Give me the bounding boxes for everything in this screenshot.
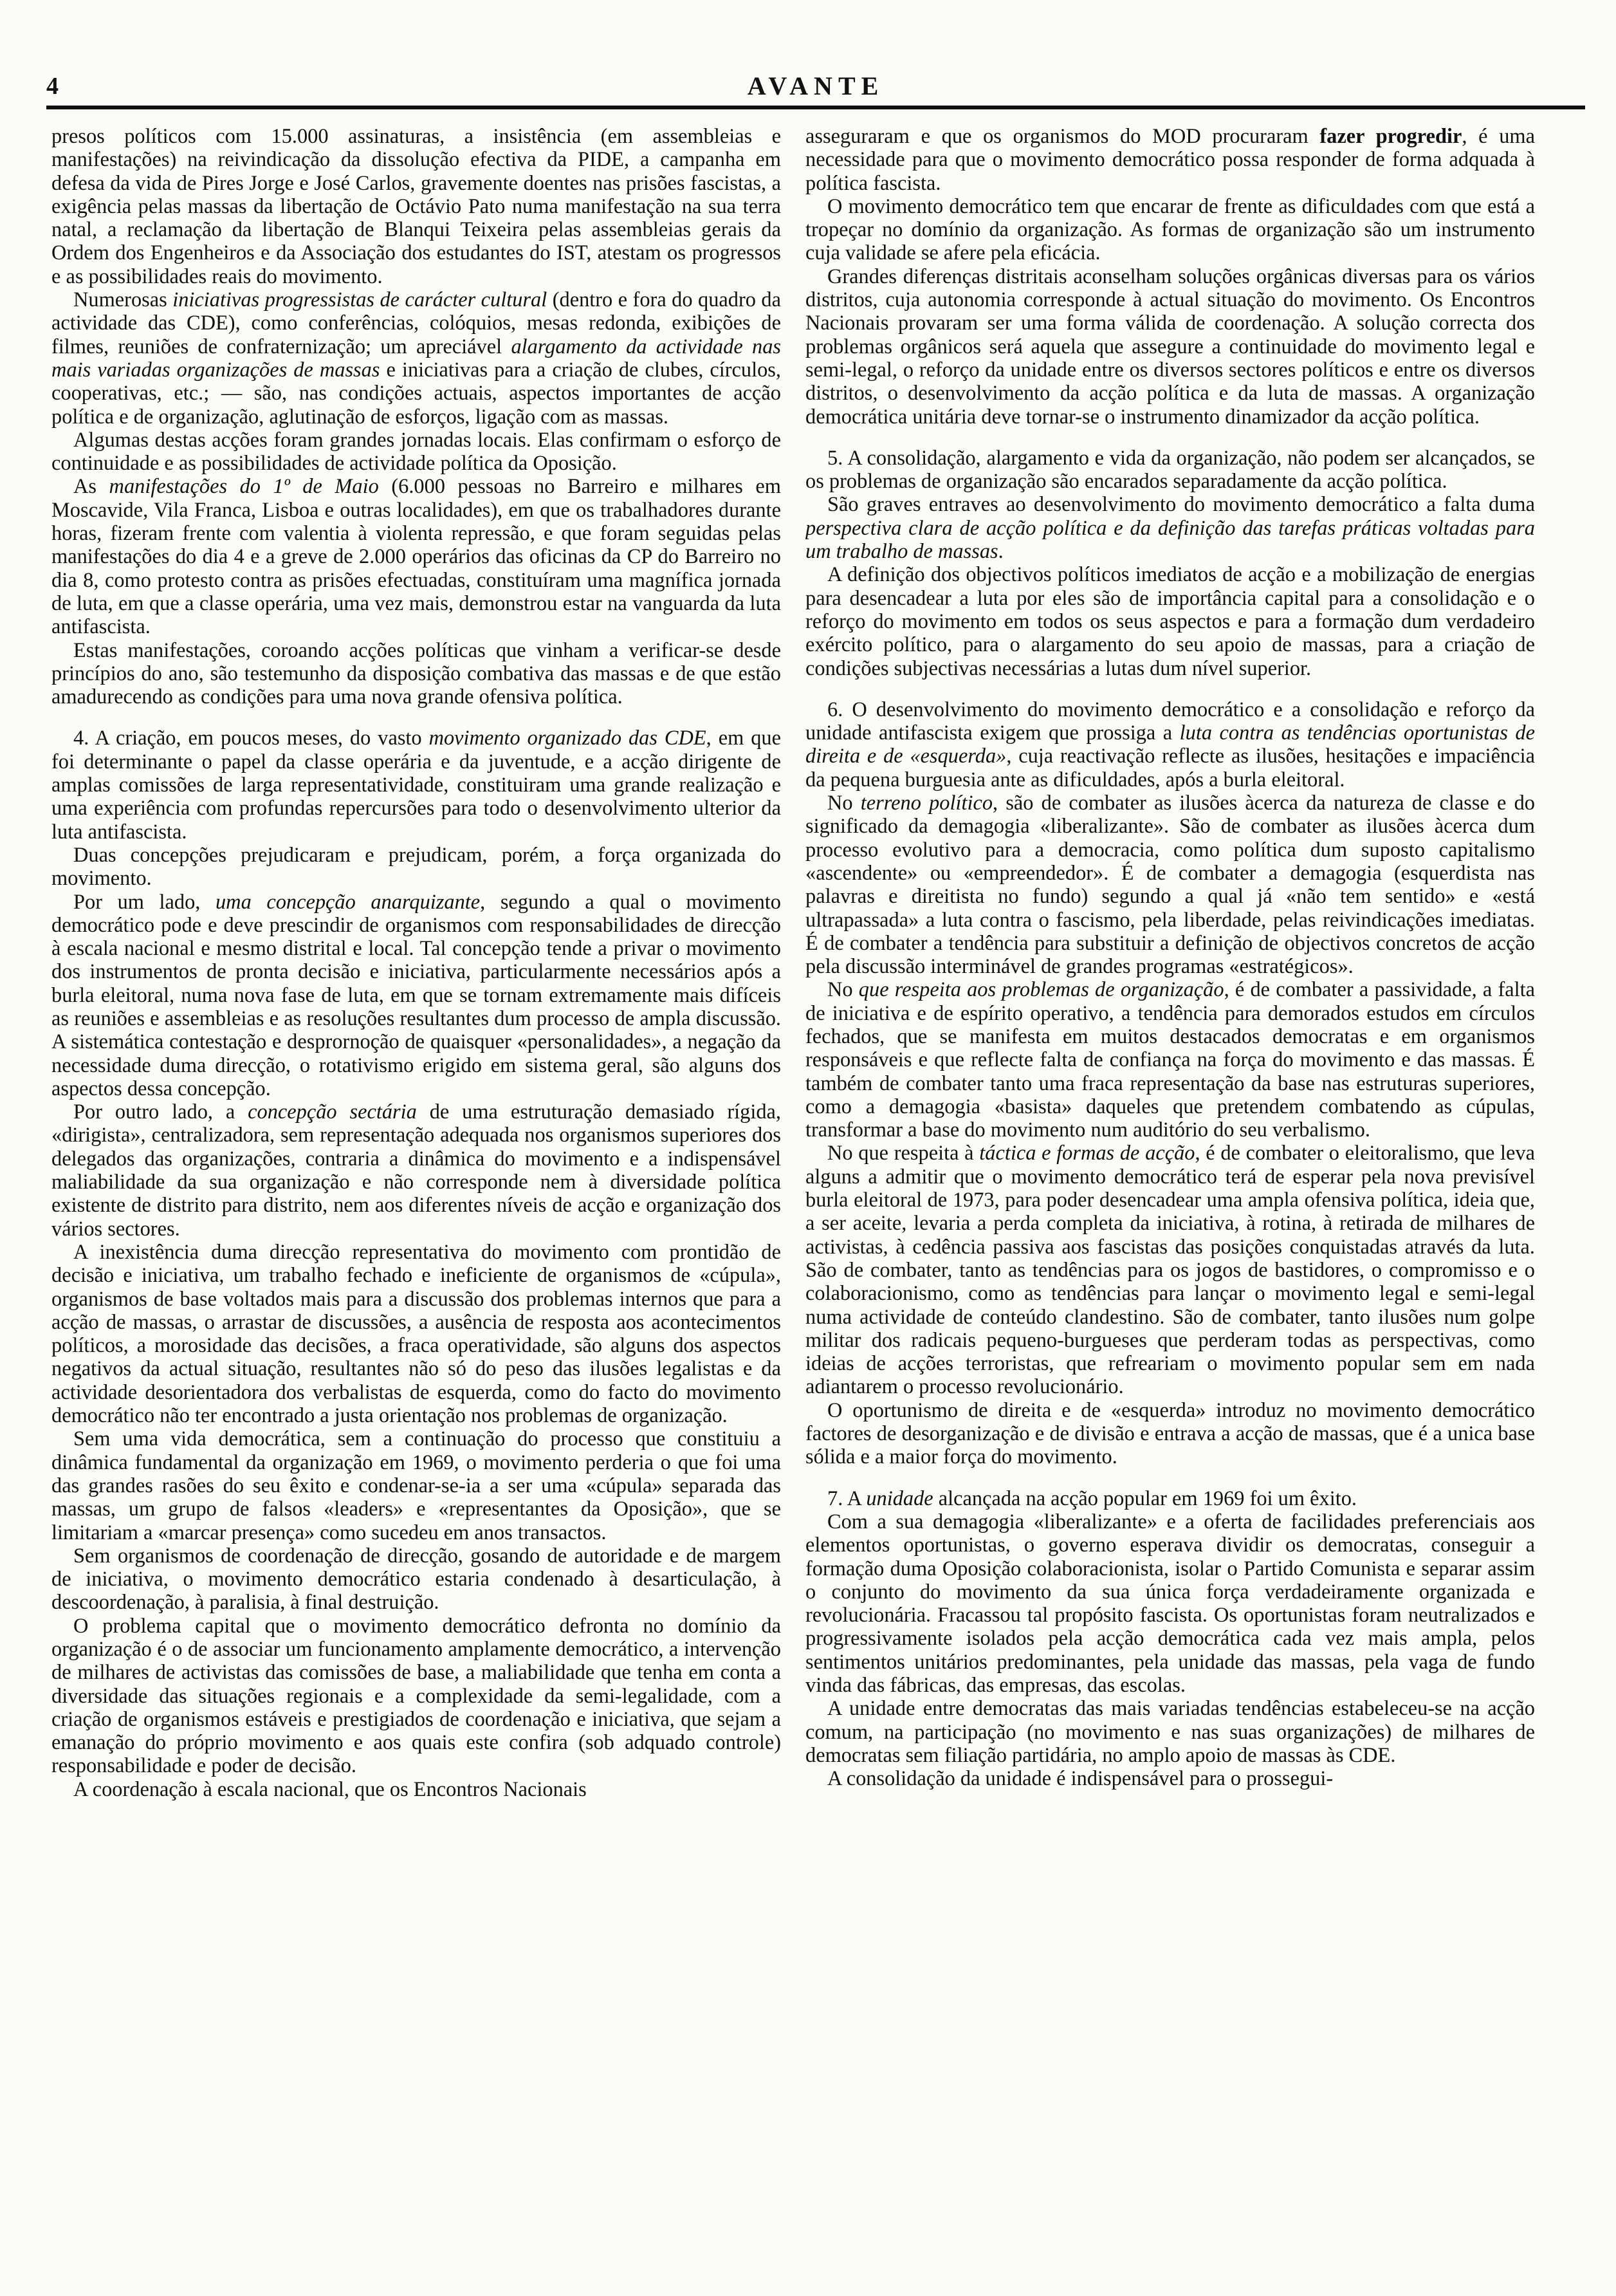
paragraph-text: e iniciativas para a criação de clubes, círculos, cooperativas, etc.; — são, nas condições actuais, aspectos importantes de acção política e de organização, aglutinação de esforços, ligação com as massas. xyxy=(51,358,781,429)
paragraph: O oportunismo de direita e de «esquerda» introduz no movimento democrático factores de desorganização e de divisão e entrava a acção de massas, que é a unica base sólida e a maior força do movimento. xyxy=(805,1398,1535,1469)
paragraph xyxy=(805,978,1535,1142)
section-gap xyxy=(805,1469,1535,1487)
paragraph: Algumas destas acções foram grandes jornadas locais. Elas confirmam o esforço de continuidade e as possibilidades de actividade política da Oposição. xyxy=(51,428,781,476)
paragraph-text: , é de combater o eleitoralismo, que leva alguns a admitir que o movimento democrático terá de esperar pela nova previsível burla eleitoral de 1973, para poder desencadear uma ampla ofensiva política, ideia que, a ser aceite, levaria a perda completa da iniciativa, à rotina, à retirada de milhares de activistas, à cedência passiva aos fascistas das posições conquistadas através da luta. São de combater, tanto as tendências para os jogos de bastidores, o compromisso e o colaboracionismo, como as tendências para lançar o movimento legal e semi-legal numa actividade de conteúdo clandestino. São de combater, tanto ilusões num golpe militar dos radicais pequeno-burgueses que perderam todas as perspectivas, como ideias de acções terroristas, que refreariam o movimento popular sem em nada adiantarem o processo revolucionário. xyxy=(805,1142,1535,1399)
paragraph: A definição dos objectivos políticos imediatos de acção e a mobilização de energias para desencadear a luta por eles são de importância capital para a consolidação e o reforço do movimento em todos os seus aspectos e para a formação dum verdadeiro exército político, para o alargamento do seu apoio de massas, para a criação de condições subjectivas necessárias a lutas dum nível superior. xyxy=(805,563,1535,680)
paragraph-emphasis: uma concepção anarquizante xyxy=(215,890,481,914)
paragraph xyxy=(805,792,1535,978)
paragraph: Sem organismos de coordenação de direcção, gosando de autoridade e de margem de iniciativa, o movimento democrático estaria condenado à desarticulação, à descoordenação, à paralisia, à final destruição. xyxy=(51,1544,781,1615)
paragraph-text: Por um lado, xyxy=(73,890,216,914)
paragraph: Com a sua demagogia «liberalizante» e a oferta de facilidades preferenciais aos elementos oportunistas, o governo esperava dividir os democratas, conseguir a formação duma Oposição colaboracionista, isolar o Partido Comunista e separar assim o conjunto do movimento da sua única força verdadeiramente organizada e revolucionária. Fracassou tal propósito fascista. Os oportunistas foram neutralizados e progressivamente isolados pela acção democrática cada vez mais ampla, pelos sentimentos unitários predominantes, pela unidade das massas, pela vaga de fundo vinda das fábricas, das empresas, das escolas. xyxy=(805,1510,1535,1697)
page-number: 4 xyxy=(46,73,59,100)
section-gap xyxy=(805,680,1535,698)
paragraph xyxy=(51,891,781,1101)
paragraph: A unidade entre democratas das mais variadas tendências estabeleceu-se na acção comum, na participação (no movimento e nas suas organizações) de milhares de democratas sem filiação partidária, no amplo apoio de massas às CDE. xyxy=(805,1697,1535,1767)
paragraph-emphasis: manifestações do 1º de Maio xyxy=(109,475,379,499)
paragraph-emphasis: luta contra as tendências oportunistas de direita e de «esquerda» xyxy=(805,721,1535,768)
paragraph-emphasis: movimento organizado das CDE xyxy=(428,727,706,750)
paragraph-text: alcançada na acção popular em 1969 foi um êxito. xyxy=(933,1486,1357,1510)
paragraph-text: , são de combater as ilusões àcerca da natureza de classe e do significado da demagogia «liberalizante». São de combater as ilusões àcerca dum processo evolutivo para a democracia, como política dum suposto capitalismo «ascendente» ou «empreendedor». É de combater a demagogia (esquerdista nas palavras e direitista no fundo) segundo a qual já «não tem sentido» e «está ultrapassada» a luta contra o fascismo, pela liberdade, pelas reivindicações imediatas. É de combater a tendência para substituir a definição de objectivos concretos de acção pela discussão interminável de grandes programas «estratégicos». xyxy=(805,792,1535,979)
paragraph: Duas concepções prejudicaram e prejudicam, porém, a força organizada do movimento. xyxy=(51,843,781,891)
paragraph: presos políticos com 15.000 assinaturas, a insistência (em assembleias e manifestações) na reivindicação da dissolução efectiva da PIDE, a campanha em defesa da vida de Pires Jorge e José Carlos, gravemente doentes nas prisões fascistas, a exigência pelas massas da libertação de Octávio Pato numa manifestação na sua terra natal, a reclamação da libertação de Blanqui Teixeira pelas assembleias gerais da Ordem dos Engenheiros e da Associação dos estudantes do IST, atestam os progressos e as possibilidades reais do movimento. xyxy=(51,125,781,288)
section-gap xyxy=(805,429,1535,447)
paragraph-text: . xyxy=(998,540,1004,564)
paragraph-text: , segundo a qual o movimento democrático pode e deve prescindir de organismos com responsabilidades de direcção à escala nacional e mesmo distrital e local. Tal concepção tende a privar o movimento dos instrumentos de pronta decisão e iniciativa, particularmente necessários após a burla eleitoral, numa nova fase de luta, em que se tornam extremamente mais difíceis as reuniões e assembleias e as resoluções resultantes dum processo de ampla discussão. A sistemática contestação e desprornoção de quaisquer «personalidades», a negação da necessidade duma direcção, o rotativismo erigido em sistema geral, são alguns dos aspectos dessa concepção. xyxy=(51,890,781,1100)
paragraph-emphasis: táctica e formas de acção xyxy=(979,1142,1195,1165)
newspaper-title: AVANTE xyxy=(747,71,885,100)
paragraph xyxy=(805,1142,1535,1398)
paragraph: Sem uma vida democrática, sem a continuação do processo que constituiu a dinâmica fundamental da organização em 1969, o movimento perderia o que foi uma das grandes rasões do seu êxito e condenar-se-ia a ser uma «cúpula» separada das massas, um grupo de falsos «leaders» e «representantes da Oposição», que se limitariam a «marcar presença» como sucedeu em anos transactos. xyxy=(51,1427,781,1544)
paragraph-text: asseguraram e que os organismos do MOD procuraram xyxy=(805,125,1320,148)
paragraph xyxy=(51,475,781,638)
paragraph-emphasis: perspectiva clara de acção política e da definição das tarefas práticas voltadas para um trabalho de massas xyxy=(805,516,1535,564)
paragraph-text: Numerosas xyxy=(73,288,173,312)
paragraph-strong: fazer progredir xyxy=(1319,125,1462,148)
header-rule xyxy=(46,106,1585,109)
paragraph: A inexistência duma direcção representativa do movimento com prontidão de decisão e iniciativa, um trabalho fechado e ineficiente de organismos de «cúpula», organismos de base voltados mais para a discussão dos problemas internos que para a acção de massas, o arrastar de discussões, a ausência de resposta aos acontecimentos políticos, a morosidade das decisões, a fraca operatividade, são alguns dos aspectos negativos da actual situação, resultantes não só do peso das ilusões legalistas e da actividade desorientadora dos verbalistas de esquerda, como do facto do movimento democrático não ter encontrado a justa orientação nos problemas de organização. xyxy=(51,1240,781,1428)
paragraph-text: São graves entraves ao desenvolvimento do movimento democrático a falta duma xyxy=(827,493,1535,517)
paragraph-text: 7. A xyxy=(827,1486,867,1510)
paragraph: Estas manifestações, coroando acções políticas que vinham a verificar-se desde princípios do ano, são testemunho da disposição combativa das massas e de que estão amadurecendo as condições para uma nova grande ofensiva política. xyxy=(51,638,781,709)
paragraph: O problema capital que o movimento democrático defronta no domínio da organização é o de associar um funcionamento amplamente democrático, a intervenção de milhares de activistas das comissões de base, a maliabilidade que tenha em conta a diversidade das situações regionais e a complexidade da semi-legalidade, com a criação de organismos estáveis e prestigiados de coordenação e iniciativa, que sejam a emanação do próprio movimento e aos quais este confira (sob adquado controle) responsabilidade e poder de decisão. xyxy=(51,1614,781,1778)
paragraph-text: No que respeita à xyxy=(827,1142,980,1165)
paragraph-emphasis: concepção sectária xyxy=(248,1100,417,1124)
paragraph: Grandes diferenças distritais aconselham soluções orgânicas diversas para os vários distritos, cuja autonomia corresponde à actual situação do movimento. Os Encontros Nacionais provaram ser uma forma válida de coordenação. A solução correcta dos problemas orgânicos será aquela que assegure a continuidade do movimento legal e semi-legal, o reforço da unidade entre os diversos sectores políticos e entre os diversos distritos, o desenvolvimento da acção política e da luta de massas. A organização democrática unitária deve tornar-se o instrumento dinamizador da acção política. xyxy=(805,264,1535,429)
paragraph-emphasis: alargamento da actividade nas mais variadas organizações de massas xyxy=(51,335,781,382)
paragraph xyxy=(805,125,1535,195)
paragraph-text: de uma estruturação demasiado rígida, «dirigista», centralizadora, sem representação adequada nos organismos superiores dos delegados das organizações, contraria a dinâmica do movimento e a indispensável maliabilidade da sua organização e não corresponde nem à diversidade política existente de distrito para distrito, nem aos diferentes níveis de acção e organização dos vários sectores. xyxy=(51,1100,781,1241)
paragraph-emphasis: iniciativas progressistas de carácter cultural xyxy=(172,288,547,312)
paragraph-emphasis: terreno político xyxy=(860,792,993,815)
paragraph-text: , é uma necessidade para que o movimento democrático possa responder de forma adquada à política fascista. xyxy=(805,125,1535,195)
paragraph-emphasis: que respeita aos problemas de organização xyxy=(858,978,1224,1002)
paragraph-text: , cuja reactivação reflecte as ilusões, hesitações e impaciência da pequena burguesia ante as dificuldades, após a burla eleitoral. xyxy=(805,745,1535,792)
paragraph xyxy=(51,288,781,429)
paragraph-text: Por outro lado, a xyxy=(73,1100,248,1124)
paragraph xyxy=(51,1100,781,1241)
paragraph-text: 4. A criação, em poucos meses, do vasto xyxy=(73,727,429,750)
paragraph xyxy=(805,493,1535,563)
paragraph-emphasis: unidade xyxy=(866,1486,933,1510)
paragraph-text: No xyxy=(827,978,859,1002)
paragraph-text: (6.000 pessoas no Barreiro e milhares em Moscavide, Vila Franca, Lisboa e outras localidades), em que os trabalhadores durante horas, fizeram frente com valentia à violenta repressão, e que foram seguidas pelas manifestações do dia 4 e a greve de 2.000 operários das oficinas da CP do Barreiro no dia 8, como protesto contra as prisões efectuadas, constituíram uma magnífica jornada de luta, em que a classe operária, uma vez mais, demonstrou estar na vanguarda da luta antifascista. xyxy=(51,475,781,639)
paragraph-text: No xyxy=(827,792,861,815)
paragraph: O movimento democrático tem que encarar de frente as dificuldades com que está a tropeçar no domínio da organização. As formas de organização são um instrumento cuja validade se afere pela eficácia. xyxy=(805,194,1535,265)
right-text-column xyxy=(805,125,1535,2274)
left-text-column xyxy=(51,125,781,2274)
paragraph: A coordenação à escala nacional, que os Encontros Nacionais xyxy=(73,1777,587,1801)
paragraph-text: 6. O desenvolvimento do movimento democrático e a consolidação e reforço da unidade antifascista exigem que prossiga a xyxy=(805,698,1535,745)
paragraph: 5. A consolidação, alargamento e vida da organização, não podem ser alcançados, se os problemas de organização são encarados separadamente da acção política. xyxy=(805,446,1535,494)
paragraph xyxy=(51,727,781,843)
paragraph-text: (dentro e fora do quadro da actividade das CDE), como conferências, colóquios, mesas redonda, exibições de filmes, reuniões de confraternização; um apreciável xyxy=(51,288,781,358)
paragraph-text: As xyxy=(73,475,109,499)
paragraph-text: , em que foi determinante o papel da classe operária e da juventude, e a acção dirigente de amplas comissões de larga representatividade, constituiram uma grande realização e uma experiência com profundas repercursões para todo o desenvolvimento ulterior da luta antifascista. xyxy=(51,727,781,844)
paragraph-text: , é de combater a passividade, a falta de iniciativa e de espírito operativo, a tendência para demorados estudos em círculos fechados, que se manifesta em muitos destacados democratas e em organismos responsáveis e que reflecte falta de confiança na força do movimento e das massas. É também de combater tanto uma fraca representação da base nas estruturas superiores, como a demagogia «basista» daqueles que pretendem combatendo as cúpulas, transformar a base do movimento num auditório do seu verbalismo. xyxy=(805,978,1535,1142)
section-gap xyxy=(51,708,781,727)
paragraph xyxy=(805,1487,1535,1510)
paragraph xyxy=(805,698,1535,792)
paragraph: A consolidação da unidade é indispensável para o prossegui- xyxy=(827,1767,1334,1791)
